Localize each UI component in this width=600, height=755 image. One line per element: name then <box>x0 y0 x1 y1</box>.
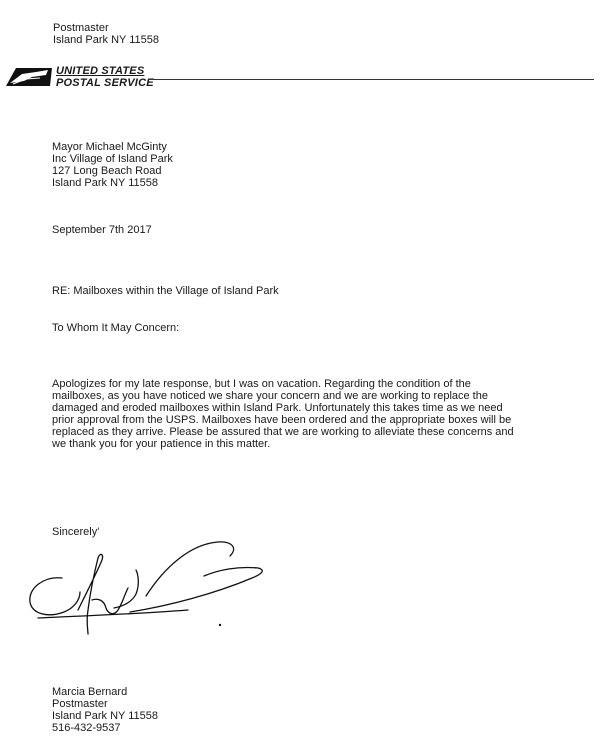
salutation: To Whom It May Concern: <box>52 322 180 334</box>
signer-phone: 516-432-9537 <box>52 722 121 734</box>
letter-body <box>52 378 592 450</box>
closing: Sincerely' <box>52 526 100 538</box>
usps-wordmark-line2: POSTAL SERVICE <box>56 77 154 89</box>
recipient-city: Island Park NY 11558 <box>52 177 158 189</box>
body-line: mailboxes, as you have noticed we share your concern and we are working to replace the <box>52 390 488 402</box>
sender-title: Postmaster <box>53 22 109 34</box>
recipient-street: 127 Long Beach Road <box>52 165 162 177</box>
body-line: Apologizes for my late response, but I was on vacation. Regarding the condition of the <box>52 378 471 390</box>
signer-title: Postmaster <box>52 698 108 710</box>
subject-line: RE: Mailboxes within the Village of Island Park <box>52 285 279 297</box>
usps-eagle-icon <box>6 66 52 88</box>
sender-block <box>53 22 159 46</box>
recipient-org: Inc Village of Island Park <box>52 153 173 165</box>
usps-wordmark-line1: UNITED STATES <box>56 65 145 77</box>
signer-name: Marcia Bernard <box>52 686 128 698</box>
signature-block <box>52 686 158 734</box>
recipient-name: Mayor Michael McGinty <box>52 141 167 153</box>
body-line: replaced as they arrive. Please be assured that we are working to alleviate these concerns and <box>52 426 514 438</box>
handwritten-signature <box>18 530 288 640</box>
usps-letterhead <box>6 64 596 94</box>
letter-date: September 7th 2017 <box>52 224 152 236</box>
usps-wordmark <box>56 65 154 89</box>
letterhead-rule <box>148 79 594 80</box>
body-line: prior approval from the USPS. Mailboxes have been ordered and the appropriate boxes will be <box>52 414 512 426</box>
signer-address: Island Park NY 11558 <box>52 710 158 722</box>
sender-address: Island Park NY 11558 <box>53 34 159 46</box>
recipient-block <box>52 141 173 189</box>
body-line: damaged and eroded mailboxes within Island Park. Unfortunately this takes time as we need <box>52 402 503 414</box>
body-line: we thank you for your patience in this matter. <box>52 438 271 450</box>
